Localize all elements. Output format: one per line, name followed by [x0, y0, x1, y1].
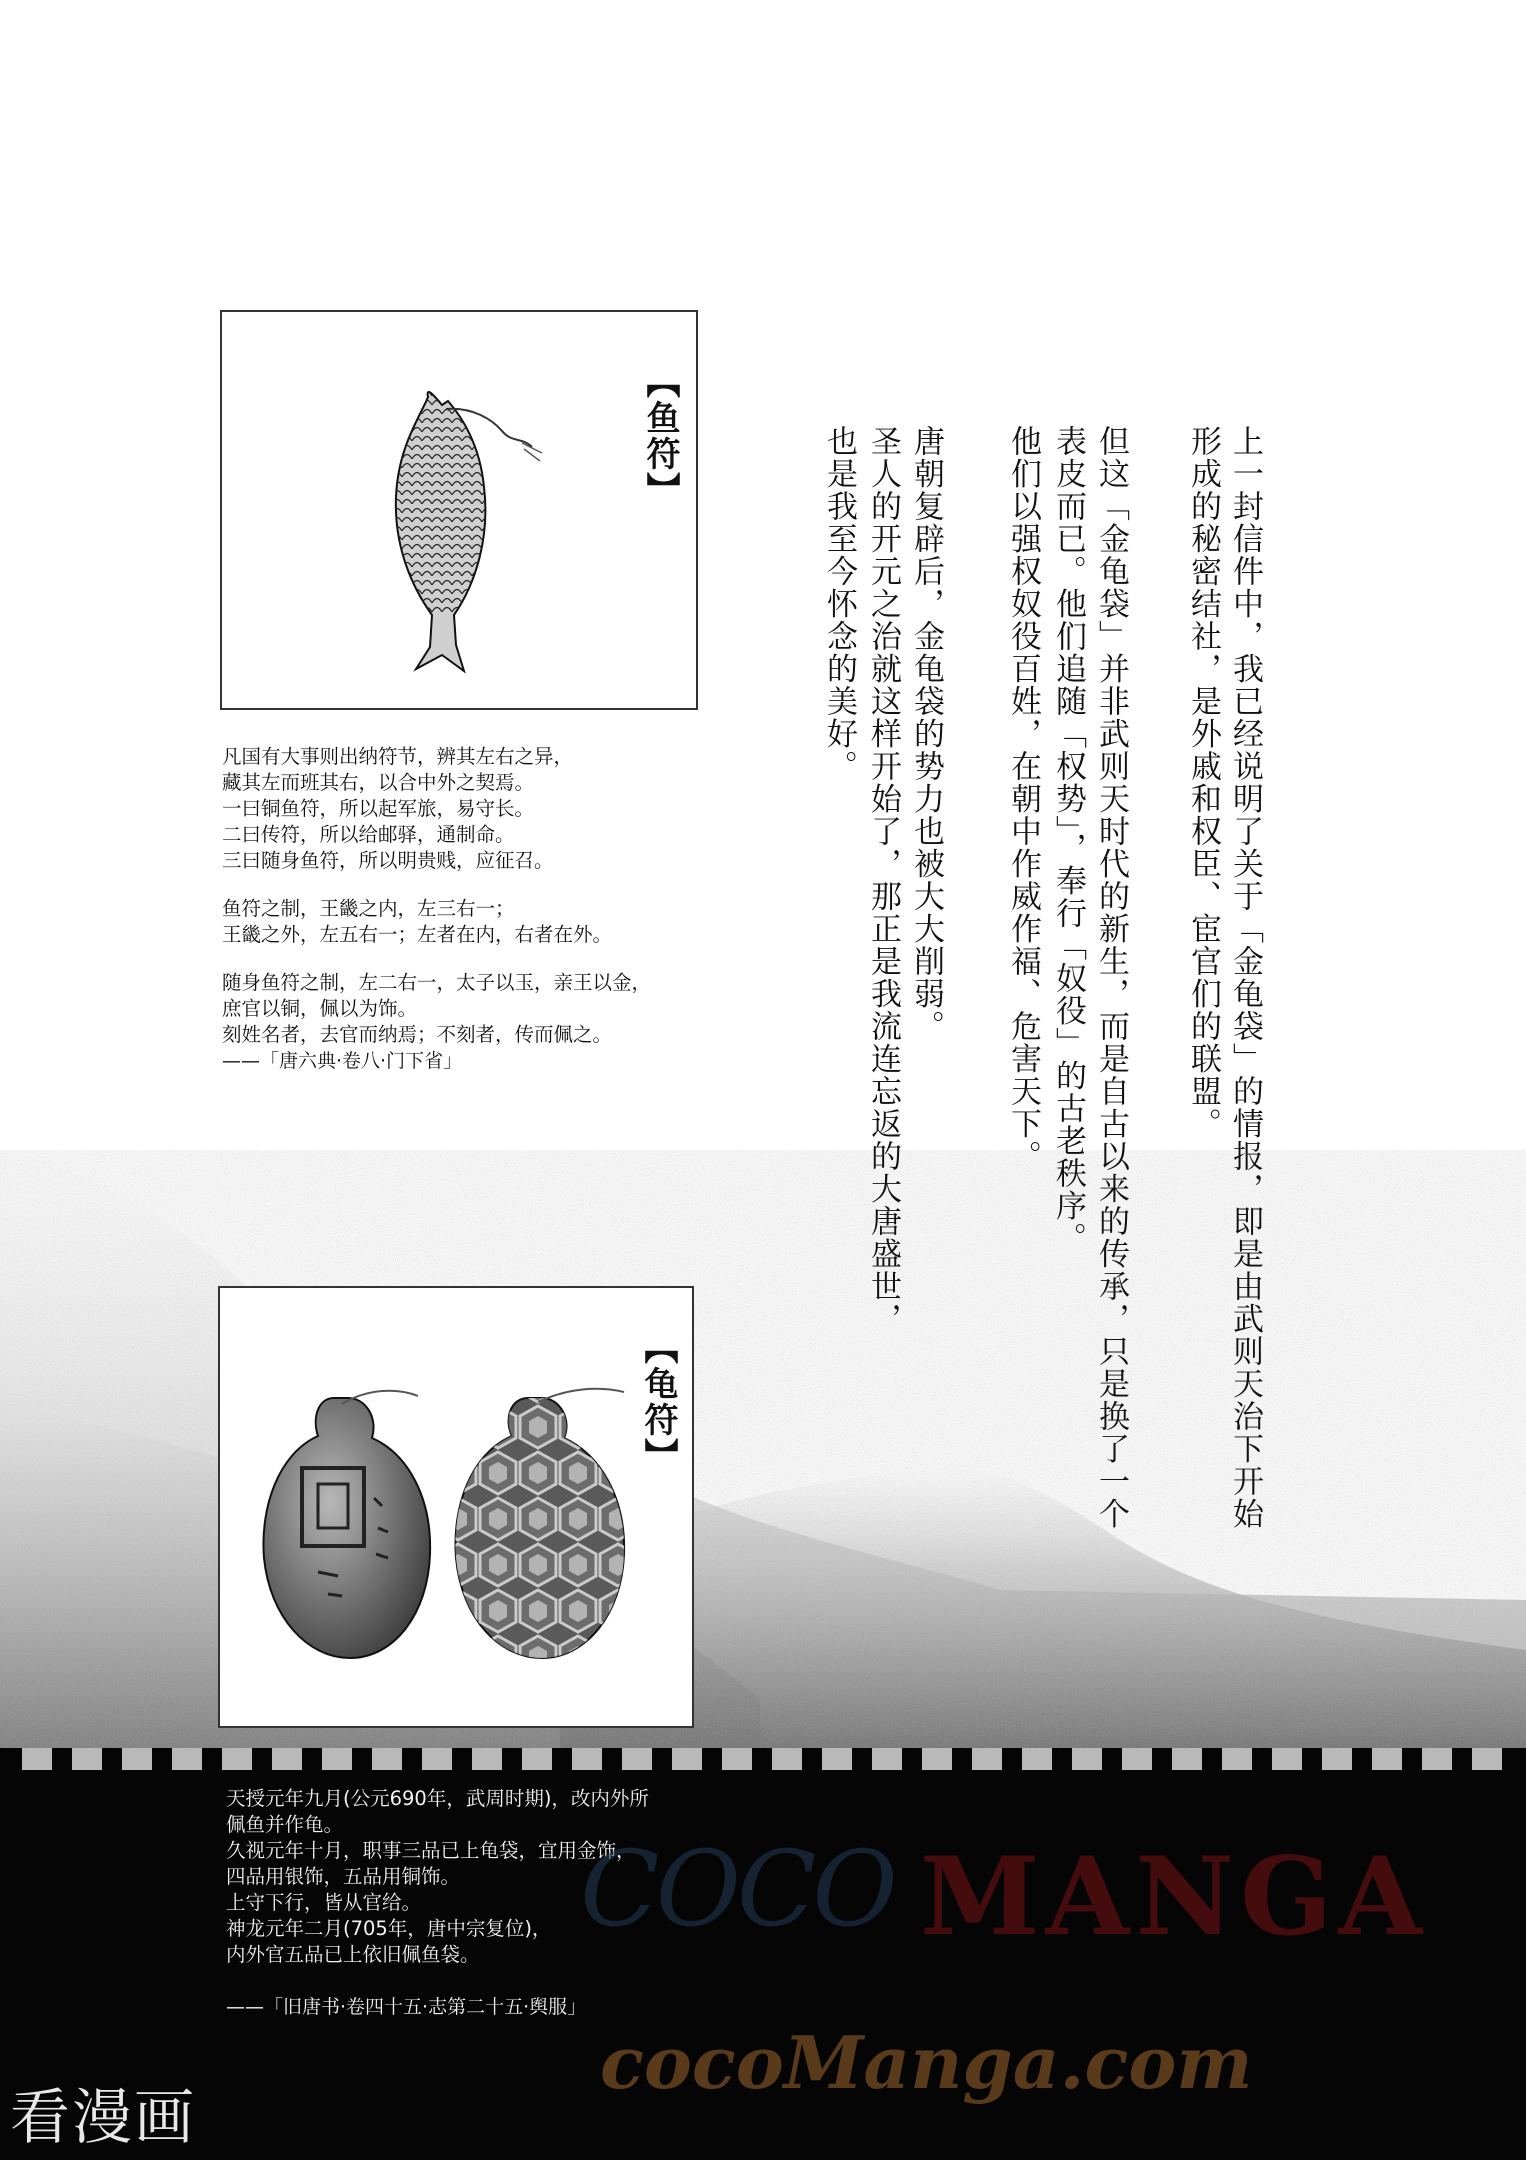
citation-line: 神龙元年二月(705年，唐中宗复位)，	[226, 1917, 552, 1940]
citation-line: 藏其左而班其右，以合中外之契焉。	[222, 771, 535, 794]
band-notch	[572, 1748, 602, 1770]
turtle-token-image	[238, 1358, 638, 1688]
band-notch	[1322, 1748, 1352, 1770]
band-notch	[1172, 1748, 1202, 1770]
band-notch	[472, 1748, 502, 1770]
citation-line: 三曰随身鱼符，所以明贵贱，应征召。	[222, 849, 554, 872]
watermark-url: cocoManga.com	[600, 2020, 1253, 2105]
band-notch	[1272, 1748, 1302, 1770]
band-notch	[672, 1748, 702, 1770]
citation-line: 佩鱼并作龟。	[226, 1813, 344, 1836]
band-notch	[372, 1748, 402, 1770]
band-notch	[22, 1748, 52, 1770]
narration-column-4: 表皮而已。他们追随「权势」，奉行「奴役」的古老秩序。	[1050, 425, 1086, 1255]
citation-line: 四品用银饰，五品用铜饰。	[226, 1865, 461, 1888]
band-notch	[422, 1748, 452, 1770]
band-notch	[322, 1748, 352, 1770]
band-notch	[822, 1748, 852, 1770]
fish-token-image	[372, 387, 572, 677]
band-notch	[1122, 1748, 1152, 1770]
citation-line: 二曰传符，所以给邮驿，通制命。	[222, 823, 515, 846]
band-notch	[1222, 1748, 1252, 1770]
citation-line: 一曰铜鱼符，所以起军旅，易守长。	[222, 797, 535, 820]
band-notch	[272, 1748, 302, 1770]
narration-column-8: 也是我至今怀念的美好。	[821, 425, 857, 783]
band-notch	[872, 1748, 902, 1770]
band-notch	[722, 1748, 752, 1770]
band-notch	[1022, 1748, 1052, 1770]
citation-line: 久视元年十月，职事三品已上龟袋，宜用金饰，	[226, 1839, 636, 1862]
band-notch	[522, 1748, 552, 1770]
fish-token-label: 【鱼符】	[640, 364, 680, 508]
band-notch	[922, 1748, 952, 1770]
band-notch	[1372, 1748, 1402, 1770]
narration-column-5: 他们以强权奴役百姓，在朝中作威作福、危害天下。	[1005, 425, 1041, 1173]
band-notch	[1472, 1748, 1502, 1770]
citation-line: 鱼符之制，王畿之内，左三右一；	[222, 897, 515, 920]
band-notch	[622, 1748, 652, 1770]
band-notch	[972, 1748, 1002, 1770]
turtle-token-label: 【龟符】	[638, 1330, 678, 1474]
band-notch	[222, 1748, 252, 1770]
band-notch	[1072, 1748, 1102, 1770]
band-notch	[72, 1748, 102, 1770]
citation-line: 内外官五品已上依旧佩鱼袋。	[226, 1943, 480, 1966]
watermark-kanmanhua: 看漫画	[10, 2083, 196, 2153]
citation-line: 王畿之外，左五右一；左者在内，右者在外。	[222, 923, 613, 946]
band-notch	[1422, 1748, 1452, 1770]
band-notch	[122, 1748, 152, 1770]
band-notch	[772, 1748, 802, 1770]
narration-column-3: 但这「金龟袋」并非武则天时代的新生，而是自古以来的传承，只是换了一个	[1093, 425, 1129, 1530]
fish-token-citation	[222, 744, 651, 1074]
narration-column-7: 圣人的开元之治就这样开始了，那正是我流连忘返的大唐盛世，	[865, 425, 901, 1335]
watermark-coco: COCO	[580, 1828, 894, 1950]
citation-source: ——「唐六典·卷八·门下省」	[222, 1050, 463, 1072]
citation-line: 庶官以铜，佩以为饰。	[222, 997, 418, 1020]
citation-line: 上守下行，皆从官给。	[226, 1891, 422, 1914]
citation-line: 凡国有大事则出纳符节，辨其左右之异，	[222, 745, 574, 768]
fish-token-frame	[220, 310, 698, 710]
watermark-manga: MANGA	[920, 1834, 1429, 1960]
band-notch	[172, 1748, 202, 1770]
citation-line: 随身鱼符之制，左二右一，太子以玉，亲王以金，	[222, 971, 652, 994]
narration-column-6: 唐朝复辟后，金龟袋的势力也被大大削弱。	[908, 425, 944, 1043]
narration-column-1: 上一封信件中，我已经说明了关于「金龟袋」的情报，即是由武则天治下开始	[1227, 425, 1263, 1530]
citation-line: 天授元年九月(公元690年，武周时期)，改内外所	[226, 1787, 649, 1810]
citation-line: 刻姓名者，去官而纳焉；不刻者，传而佩之。	[222, 1023, 613, 1046]
narration-column-2: 形成的秘密结社，是外戚和权臣、宦官们的联盟。	[1185, 425, 1221, 1140]
citation-source: ——「旧唐书·卷四十五·志第二十五·舆服」	[226, 1996, 587, 2018]
turtle-token-frame	[218, 1286, 694, 1728]
